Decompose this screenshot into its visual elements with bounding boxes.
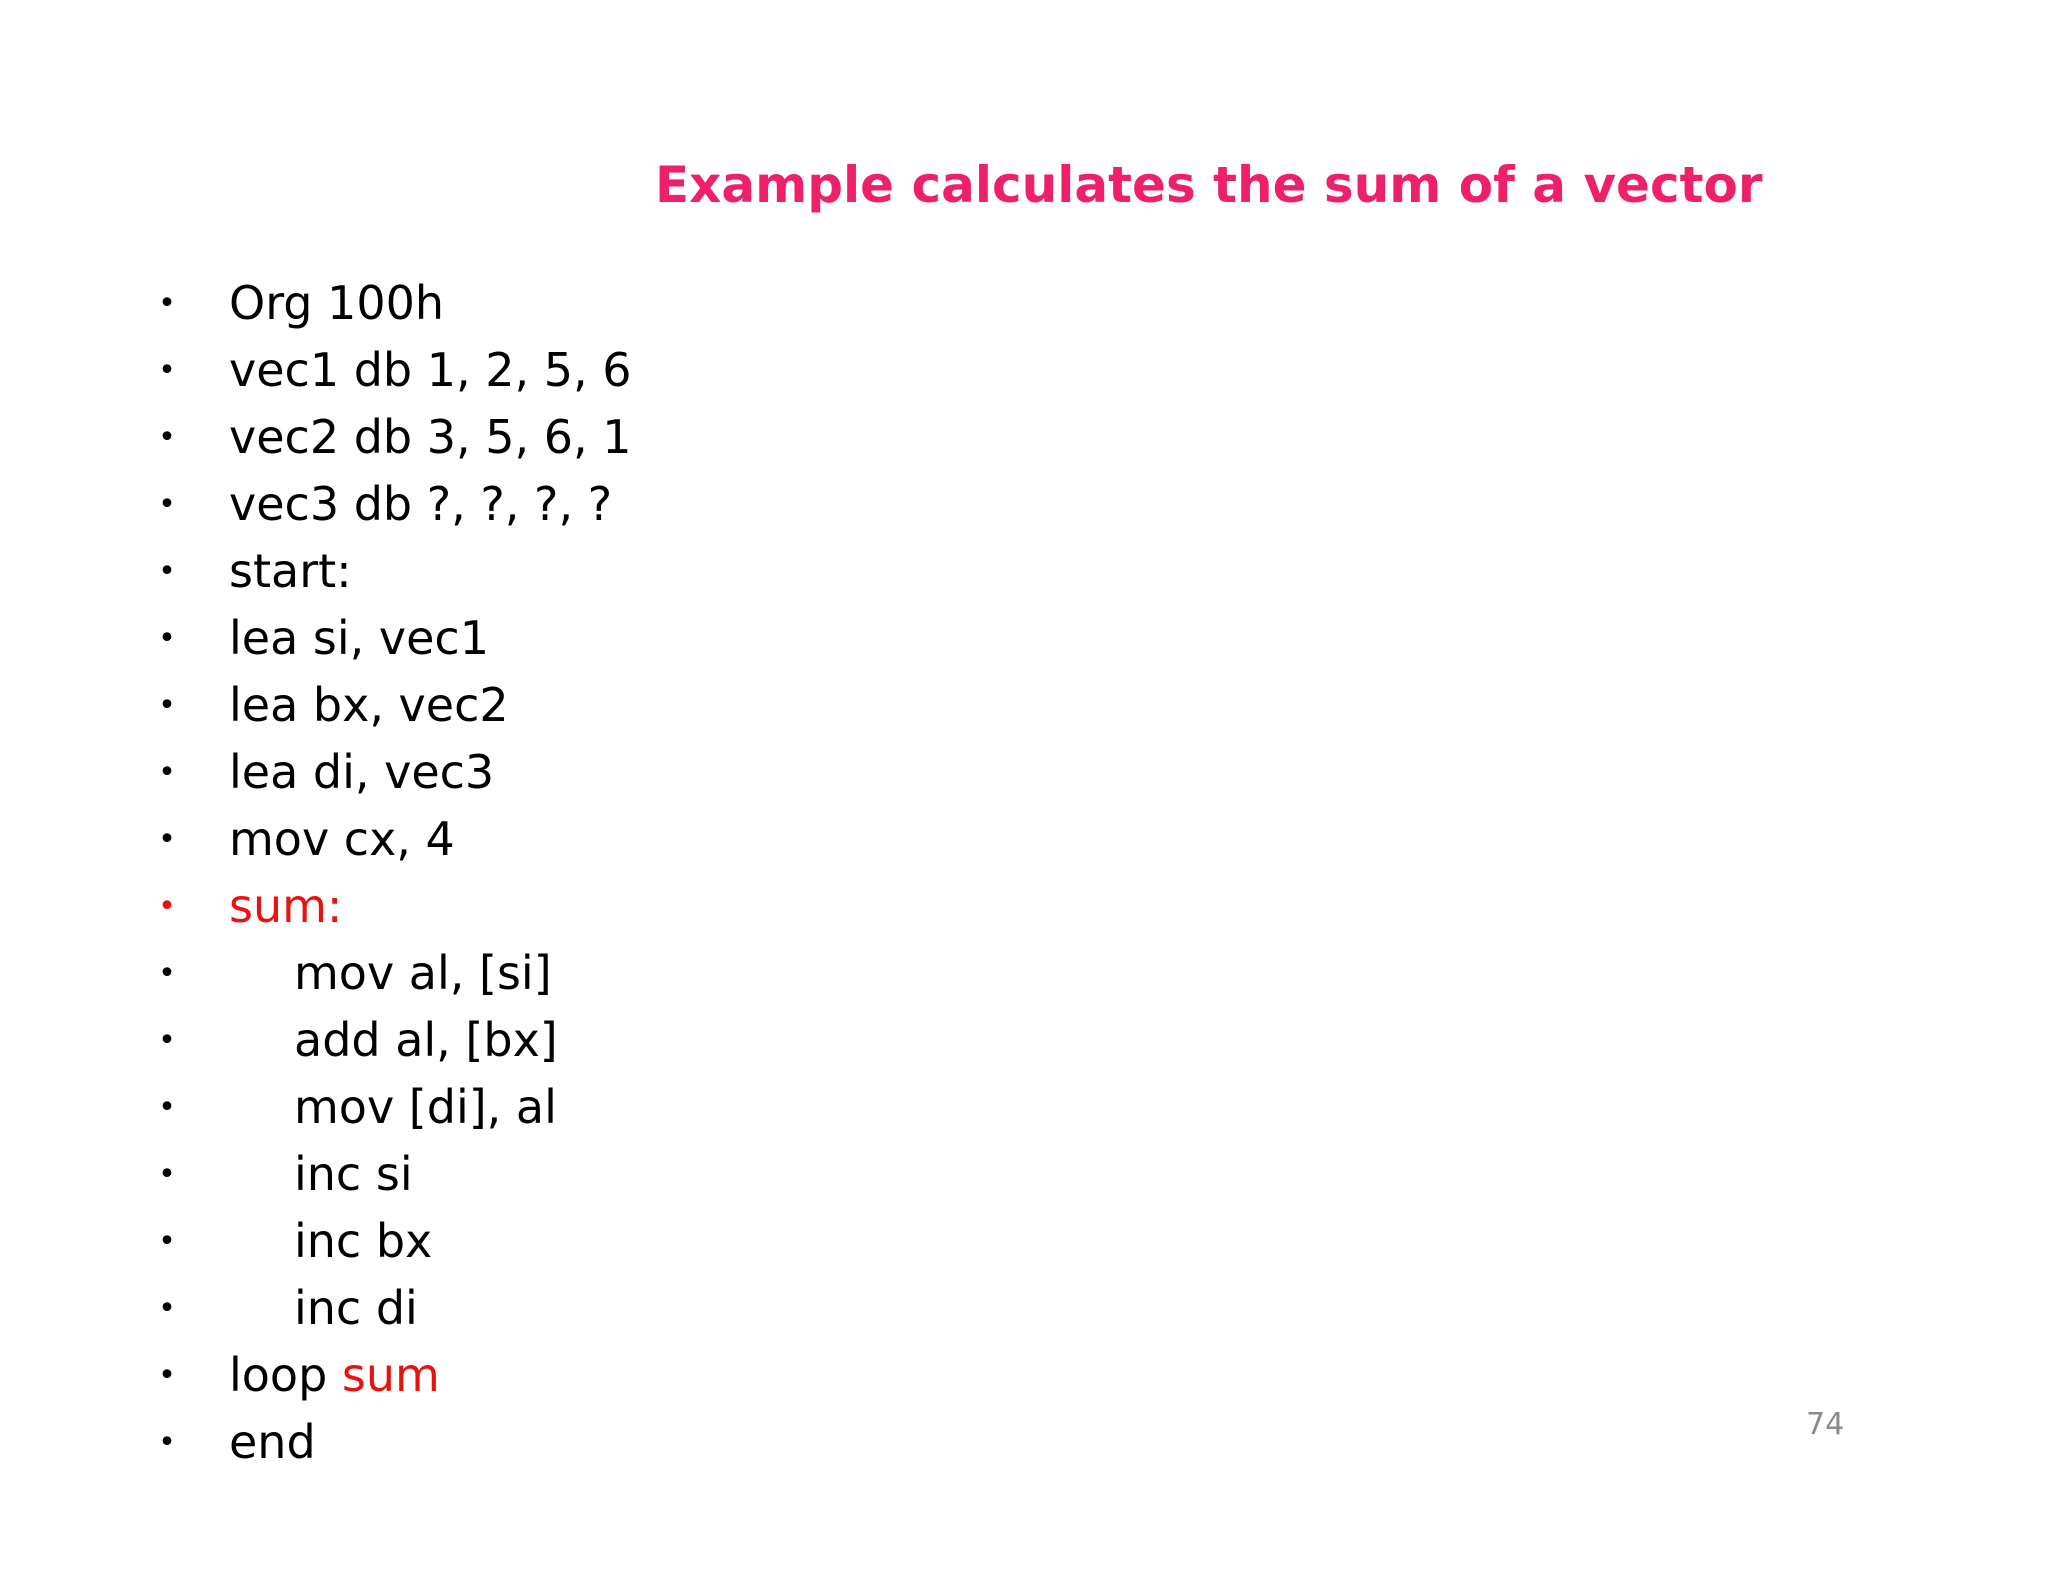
bullet-icon: • [158,688,176,723]
code-line-text: sum: [229,879,343,933]
bullet-icon: • [158,1291,176,1326]
code-line-text: lea si, vec1 [229,611,489,665]
code-line-text: mov [di], al [294,1080,557,1134]
bullet-icon: • [158,621,176,656]
slide-title: Example calculates the sum of a vector [655,156,1763,214]
code-line-text: inc si [294,1147,413,1201]
code-line-text: mov al, [si] [294,946,552,1000]
code-line-text: inc di [294,1281,418,1335]
bullet-icon: • [158,554,176,589]
bullet-icon: • [158,1358,176,1393]
loop-target-label: sum [341,1348,440,1402]
bullet-icon: • [158,286,176,321]
code-line-text: start: [229,544,352,598]
code-line-text: inc bx [294,1214,433,1268]
bullet-icon: • [158,1224,176,1259]
bullet-icon: • [158,1157,176,1192]
bullet-icon: • [158,420,176,455]
code-line-text: vec1 db 1, 2, 5, 6 [229,343,632,397]
bullet-icon: • [158,755,176,790]
page-number: 74 [1806,1407,1845,1442]
code-line-text [229,1342,440,1409]
code-line-text: vec3 db ?, ?, ?, ? [229,477,613,531]
bullet-icon: • [158,353,176,388]
bullet-icon: • [158,1425,176,1460]
bullet-icon: • [158,956,176,991]
bullet-icon: • [158,1023,176,1058]
bullet-icon: • [158,822,176,857]
bullet-icon: • [158,889,176,924]
bullet-icon: • [158,1090,176,1125]
code-line-text: lea di, vec3 [229,745,495,799]
code-line-text: lea bx, vec2 [229,678,509,732]
code-line-text: Org 100h [229,276,445,330]
code-line-text: mov cx, 4 [229,812,455,866]
code-line-text: add al, [bx] [294,1013,558,1067]
loop-keyword: loop [229,1348,342,1402]
code-line-text: vec2 db 3, 5, 6, 1 [229,410,632,464]
bullet-icon: • [158,487,176,522]
code-line-text: end [229,1415,316,1469]
